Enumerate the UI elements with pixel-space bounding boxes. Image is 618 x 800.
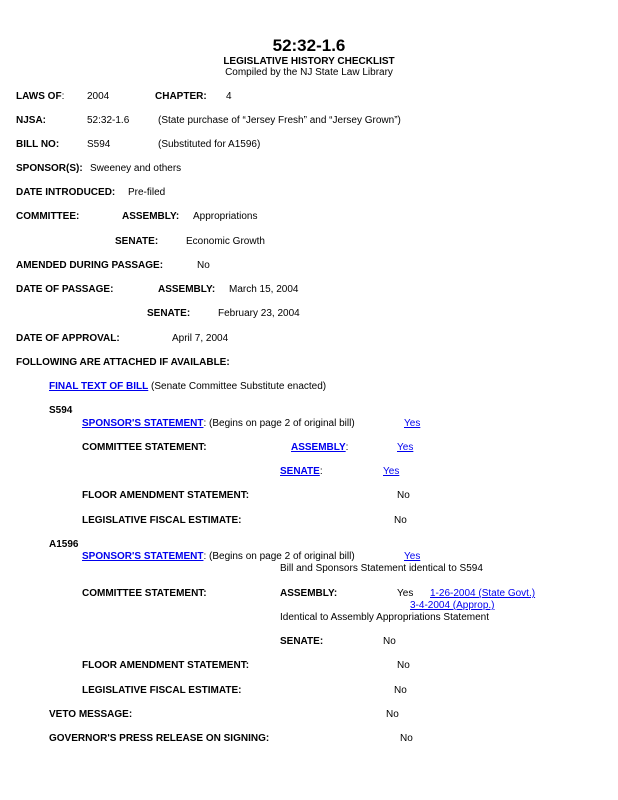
a1596-committee-link-approp[interactable]: 3-4-2004 (Approp.) bbox=[410, 600, 495, 611]
a1596-identical-assembly-note: Identical to Assembly Appropriations Statement bbox=[280, 612, 490, 623]
njsa-note: (State purchase of “Jersey Fresh” and “Jersey Grown”) bbox=[158, 115, 401, 126]
a1596-sponsor-row bbox=[82, 551, 355, 563]
date-introduced-value: Pre-filed bbox=[128, 187, 166, 198]
s594-senate-link[interactable]: SENATE bbox=[280, 466, 320, 477]
a1596-senate-label: SENATE: bbox=[280, 636, 324, 647]
s594-floor-value: No bbox=[397, 490, 410, 501]
passage-senate-label: SENATE: bbox=[147, 308, 191, 319]
chapter-label: CHAPTER: bbox=[155, 91, 207, 102]
approval-label: DATE OF APPROVAL: bbox=[16, 333, 120, 344]
s594-sponsor-row bbox=[82, 418, 355, 430]
date-introduced-label: DATE INTRODUCED: bbox=[16, 187, 116, 198]
passage-senate-value: February 23, 2004 bbox=[218, 308, 300, 319]
final-text-row bbox=[49, 381, 326, 393]
committee-senate-value: Economic Growth bbox=[186, 236, 265, 247]
a1596-sponsor-yes-link[interactable]: Yes bbox=[404, 551, 421, 562]
bill-no-note: (Substituted for A1596) bbox=[158, 139, 261, 150]
page-title: 52:32-1.6 bbox=[272, 36, 346, 55]
a1596-floor-label: FLOOR AMENDMENT STATEMENT: bbox=[82, 660, 250, 671]
chapter-value: 4 bbox=[226, 91, 232, 102]
sponsors-label: SPONSOR(S): bbox=[16, 163, 83, 174]
s594-senate-yes-link[interactable]: Yes bbox=[383, 466, 400, 477]
bill-no-label: BILL NO: bbox=[16, 139, 60, 150]
final-text-link[interactable]: FINAL TEXT OF BILL bbox=[49, 381, 149, 392]
a1596-sponsor-statement-link[interactable]: SPONSOR'S STATEMENT bbox=[82, 551, 204, 562]
passage-label: DATE OF PASSAGE: bbox=[16, 284, 114, 295]
s594-senate-row: SENATE: bbox=[280, 466, 323, 477]
a1596-heading: A1596 bbox=[49, 539, 79, 550]
approval-value: April 7, 2004 bbox=[172, 333, 229, 344]
s594-sponsor-yes-link[interactable]: Yes bbox=[404, 418, 421, 429]
a1596-senate-value: No bbox=[383, 636, 396, 647]
s594-committee-label: COMMITTEE STATEMENT: bbox=[82, 442, 207, 453]
s594-assembly-yes-link[interactable]: Yes bbox=[397, 442, 414, 453]
passage-assembly-value: March 15, 2004 bbox=[229, 284, 299, 295]
bill-no-value: S594 bbox=[87, 139, 111, 150]
laws-of-label: LAWS OF: bbox=[16, 91, 65, 102]
final-text-note: (Senate Committee Substitute enacted) bbox=[151, 381, 327, 392]
attached-heading: FOLLOWING ARE ATTACHED IF AVAILABLE: bbox=[16, 357, 230, 368]
s594-heading: S594 bbox=[49, 405, 73, 416]
press-release-label: GOVERNOR'S PRESS RELEASE ON SIGNING: bbox=[49, 733, 270, 744]
a1596-floor-value: No bbox=[397, 660, 410, 671]
passage-assembly-label: ASSEMBLY: bbox=[158, 284, 216, 295]
checklist-title: LEGISLATIVE HISTORY CHECKLIST bbox=[223, 56, 395, 67]
committee-label: COMMITTEE: bbox=[16, 211, 80, 222]
a1596-fiscal-value: No bbox=[394, 685, 407, 696]
s594-floor-label: FLOOR AMENDMENT STATEMENT: bbox=[82, 490, 250, 501]
amended-value: No bbox=[197, 260, 210, 271]
s594-sponsor-statement-link[interactable]: SPONSOR'S STATEMENT bbox=[82, 418, 204, 429]
veto-value: No bbox=[386, 709, 399, 720]
njsa-value: 52:32-1.6 bbox=[87, 115, 130, 126]
committee-assembly-label: ASSEMBLY: bbox=[122, 211, 180, 222]
committee-senate-label: SENATE: bbox=[115, 236, 159, 247]
sponsors-value: Sweeney and others bbox=[90, 163, 182, 174]
veto-label: VETO MESSAGE: bbox=[49, 709, 133, 720]
amended-label: AMENDED DURING PASSAGE: bbox=[16, 260, 164, 271]
a1596-sponsor-note: : (Begins on page 2 of original bill) bbox=[203, 551, 355, 562]
a1596-assembly-label: ASSEMBLY: bbox=[280, 588, 338, 599]
s594-assembly-row: ASSEMBLY: bbox=[291, 442, 349, 453]
a1596-committee-label: COMMITTEE STATEMENT: bbox=[82, 588, 207, 599]
a1596-committee-link-state-govt[interactable]: 1-26-2004 (State Govt.) bbox=[430, 588, 536, 599]
a1596-identical-note: Bill and Sponsors Statement identical to S594 bbox=[280, 563, 483, 574]
committee-assembly-value: Appropriations bbox=[193, 211, 258, 222]
njsa-label: NJSA: bbox=[16, 115, 47, 126]
s594-sponsor-note: : (Begins on page 2 of original bill) bbox=[203, 418, 355, 429]
compiled-by: Compiled by the NJ State Law Library bbox=[225, 67, 393, 78]
s594-assembly-link[interactable]: ASSEMBLY bbox=[291, 442, 346, 453]
s594-fiscal-value: No bbox=[394, 515, 407, 526]
laws-of-year: 2004 bbox=[87, 91, 110, 102]
s594-fiscal-label: LEGISLATIVE FISCAL ESTIMATE: bbox=[82, 515, 242, 526]
a1596-fiscal-label: LEGISLATIVE FISCAL ESTIMATE: bbox=[82, 685, 242, 696]
a1596-assembly-value: Yes bbox=[397, 588, 414, 599]
press-release-value: No bbox=[400, 733, 413, 744]
